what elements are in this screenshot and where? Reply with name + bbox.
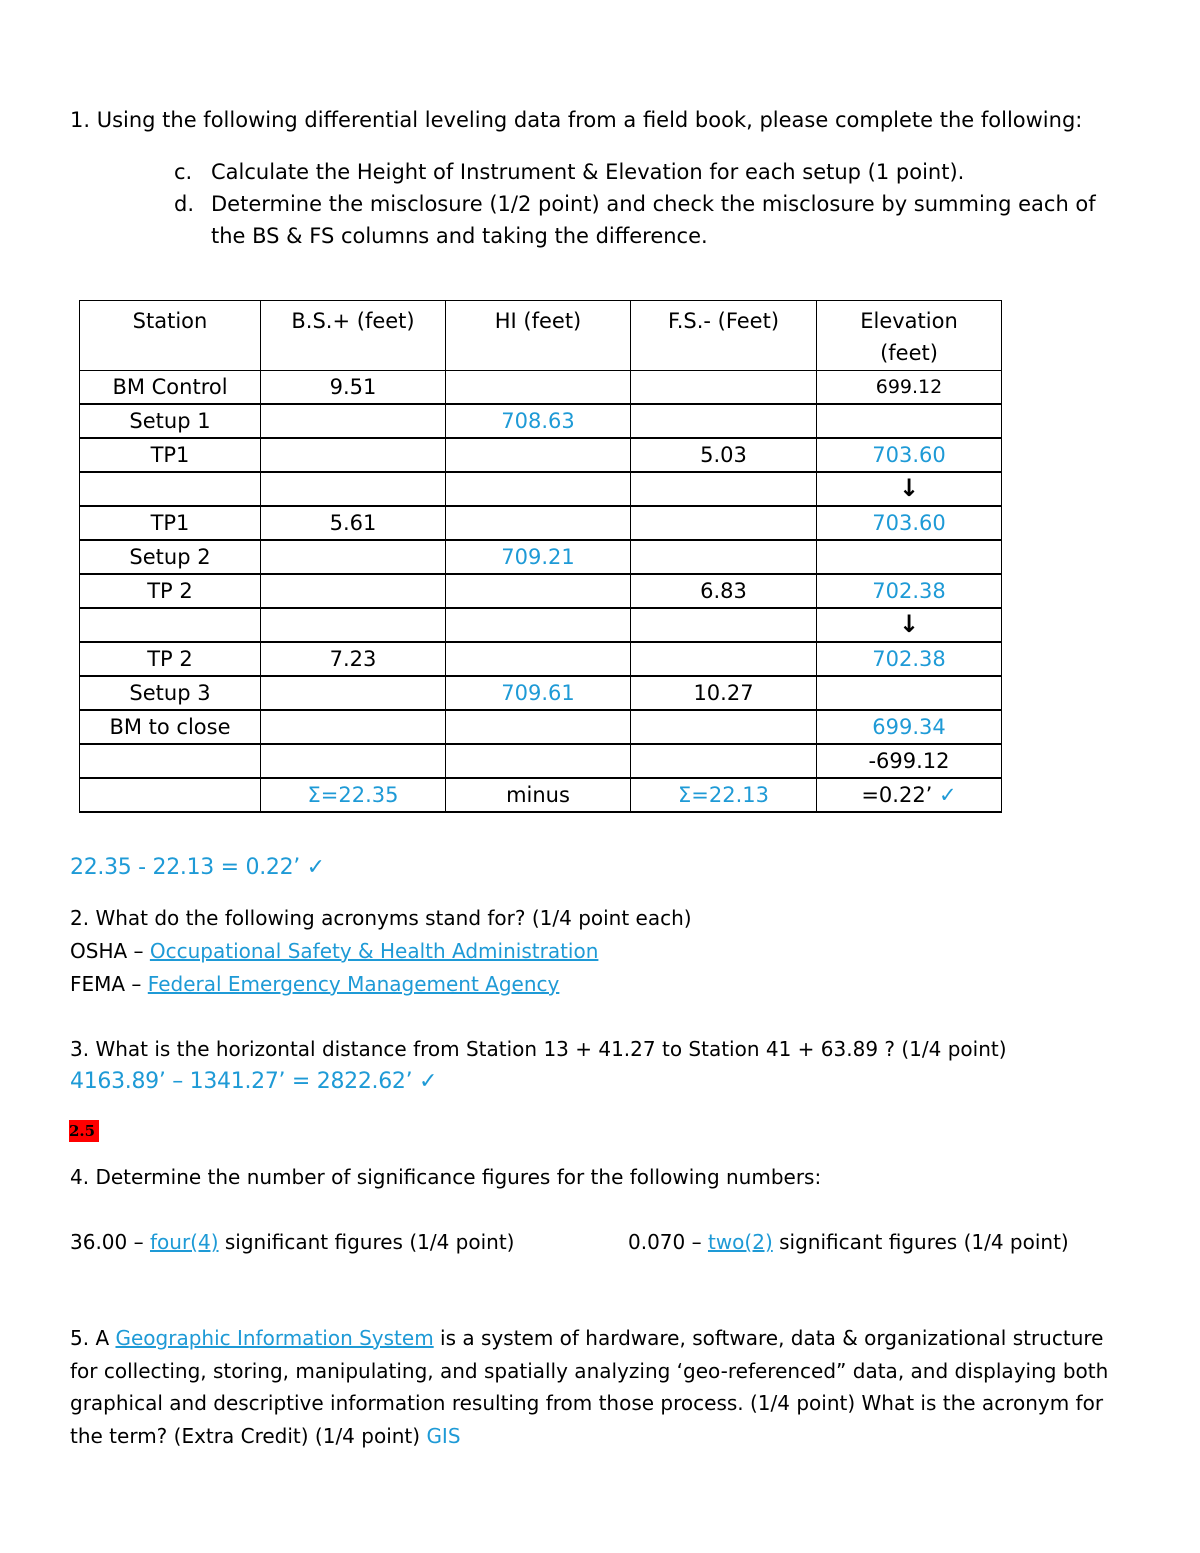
item-text: Determine the misclosure (1/2 point) and check the misclosure by summing each of the BS & FS columns and taking the difference. (211, 192, 1096, 248)
cell-backsight (261, 472, 446, 506)
cell-height-of-instrument: minus (446, 778, 631, 812)
cell-foresight: 5.03 (631, 438, 817, 472)
cell-backsight (261, 574, 446, 608)
cell-backsight (261, 710, 446, 744)
question-1-item-d (174, 188, 1134, 252)
cell-backsight: Σ=22.35 (261, 778, 446, 812)
question-3-answer: 4163.89’ – 1341.27’ = 2822.62’ ✓ (70, 1069, 438, 1094)
header-station: Station (80, 301, 261, 371)
cell-height-of-instrument (446, 574, 631, 608)
cell-foresight (631, 710, 817, 744)
misclosure-check: 22.35 - 22.13 = 0.22’ ✓ (70, 855, 325, 880)
cell-station: Setup 3 (80, 676, 261, 710)
cell-foresight (631, 744, 817, 778)
question-1-item-c (174, 156, 1134, 188)
cell-station: TP 2 (80, 574, 261, 608)
cell-foresight (631, 608, 817, 642)
table-header-row (80, 301, 1002, 371)
cell-backsight: 5.61 (261, 506, 446, 540)
cell-height-of-instrument: 709.61 (446, 676, 631, 710)
osha-answer-link[interactable]: Occupational Safety & Health Administration (149, 939, 599, 963)
table-row (80, 540, 1002, 574)
table-row (80, 778, 1002, 812)
cell-height-of-instrument (446, 608, 631, 642)
question-2-prompt: 2. What do the following acronyms stand for? (1/4 point each) (70, 906, 692, 930)
cell-station: TP1 (80, 438, 261, 472)
cell-station: TP 2 (80, 642, 261, 676)
item-letter: c. (174, 160, 193, 184)
right-number: 0.070 – (628, 1230, 702, 1254)
cell-station (80, 472, 261, 506)
down-arrow-icon: ↓ (898, 474, 920, 502)
table-row (80, 744, 1002, 778)
cell-elevation (817, 676, 1002, 710)
table-row (80, 710, 1002, 744)
cell-foresight (631, 506, 817, 540)
cell-backsight (261, 608, 446, 642)
cell-elevation: 702.38 (817, 642, 1002, 676)
question-1-items (174, 156, 1134, 252)
cell-height-of-instrument: 708.63 (446, 404, 631, 438)
q5-answer: GIS (426, 1423, 461, 1448)
cell-height-of-instrument (446, 710, 631, 744)
cell-backsight (261, 438, 446, 472)
table-row (80, 574, 1002, 608)
cell-foresight (631, 371, 817, 405)
cell-height-of-instrument (446, 371, 631, 405)
cell-backsight (261, 744, 446, 778)
cell-height-of-instrument (446, 744, 631, 778)
cell-station: BM Control (80, 371, 261, 405)
cell-station: Setup 1 (80, 404, 261, 438)
cell-foresight (631, 642, 817, 676)
cell-backsight: 9.51 (261, 371, 446, 405)
cell-height-of-instrument (446, 438, 631, 472)
header-elevation: Elevation (feet) (817, 301, 1002, 371)
cell-elevation: -699.12 (817, 744, 1002, 778)
left-answer-link[interactable]: four(4) (149, 1230, 219, 1254)
q5-prefix: 5. A (70, 1326, 110, 1350)
item-letter: d. (174, 192, 195, 216)
score-badge: 2.5 (69, 1120, 99, 1142)
cell-station (80, 744, 261, 778)
header-foresight: F.S.- (Feet) (631, 301, 817, 371)
cell-elevation: 702.38 (817, 574, 1002, 608)
question-1-prompt: 1. Using the following differential leveling data from a field book, please complete the following: (70, 108, 1083, 132)
table-row (80, 371, 1002, 405)
cell-foresight: 6.83 (631, 574, 817, 608)
table-row (80, 472, 1002, 506)
gis-term-link[interactable]: Geographic Information System (115, 1326, 434, 1350)
cell-station: BM to close (80, 710, 261, 744)
table-row (80, 676, 1002, 710)
cell-station (80, 608, 261, 642)
table-row (80, 642, 1002, 676)
cell-elevation: 703.60 (817, 506, 1002, 540)
cell-backsight (261, 540, 446, 574)
question-3-prompt: 3. What is the horizontal distance from Station 13 + 41.27 to Station 41 + 63.89 ? (1/4 point) (70, 1037, 1007, 1061)
right-answer-link[interactable]: two(2) (707, 1230, 773, 1254)
cell-foresight (631, 472, 817, 506)
cell-foresight: Σ=22.13 (631, 778, 817, 812)
q5-body: is a system of hardware, software, data & organizational structure for collecting, storing, manipulating, and spatially analyzing ‘geo-referenced” data, and displaying both graphical and descriptive information resulting from those process. (1/4 point) What is the acronym for the term? (Extra Credit) (1/4 point) (70, 1326, 1109, 1448)
item-text: Calculate the Height of Instrument & Elevation for each setup (1 point). (211, 160, 965, 184)
cell-elevation (817, 404, 1002, 438)
cell-station: Setup 2 (80, 540, 261, 574)
cell-elevation (817, 472, 1002, 506)
cell-elevation: 699.34 (817, 710, 1002, 744)
cell-foresight (631, 540, 817, 574)
cell-height-of-instrument (446, 472, 631, 506)
cell-elevation (817, 778, 1002, 812)
cell-elevation (817, 540, 1002, 574)
osha-line (70, 937, 598, 965)
cell-height-of-instrument (446, 642, 631, 676)
cell-elevation: 699.12 (817, 371, 1002, 405)
question-5-paragraph (70, 1322, 1130, 1452)
leveling-table (79, 300, 1002, 813)
cell-height-of-instrument: 709.21 (446, 540, 631, 574)
cell-elevation: 703.60 (817, 438, 1002, 472)
table-row (80, 608, 1002, 642)
cell-backsight (261, 676, 446, 710)
header-backsight: B.S.+ (feet) (261, 301, 446, 371)
question-4-right-answer (628, 1228, 1069, 1256)
cell-height-of-instrument (446, 506, 631, 540)
cell-foresight (631, 404, 817, 438)
cell-backsight (261, 404, 446, 438)
question-4-prompt: 4. Determine the number of significance figures for the following numbers: (70, 1165, 822, 1189)
misclosure-value: =0.22’ (861, 783, 940, 807)
table-row (80, 438, 1002, 472)
fema-label: FEMA – (70, 972, 142, 996)
header-height-of-instrument: HI (feet) (446, 301, 631, 371)
fema-line (70, 970, 559, 998)
question-4-left-answer (70, 1228, 514, 1256)
cell-station: TP1 (80, 506, 261, 540)
cell-foresight: 10.27 (631, 676, 817, 710)
table-row (80, 404, 1002, 438)
checkmark-icon: ✓ (939, 783, 957, 807)
cell-station (80, 778, 261, 812)
cell-elevation (817, 608, 1002, 642)
left-suffix: significant figures (1/4 point) (224, 1230, 515, 1254)
down-arrow-icon: ↓ (898, 610, 920, 638)
left-number: 36.00 – (70, 1230, 144, 1254)
fema-answer-link[interactable]: Federal Emergency Management Agency (147, 972, 560, 996)
right-suffix: significant figures (1/4 point) (779, 1230, 1069, 1254)
table-row (80, 506, 1002, 540)
cell-backsight: 7.23 (261, 642, 446, 676)
osha-label: OSHA – (70, 939, 144, 963)
